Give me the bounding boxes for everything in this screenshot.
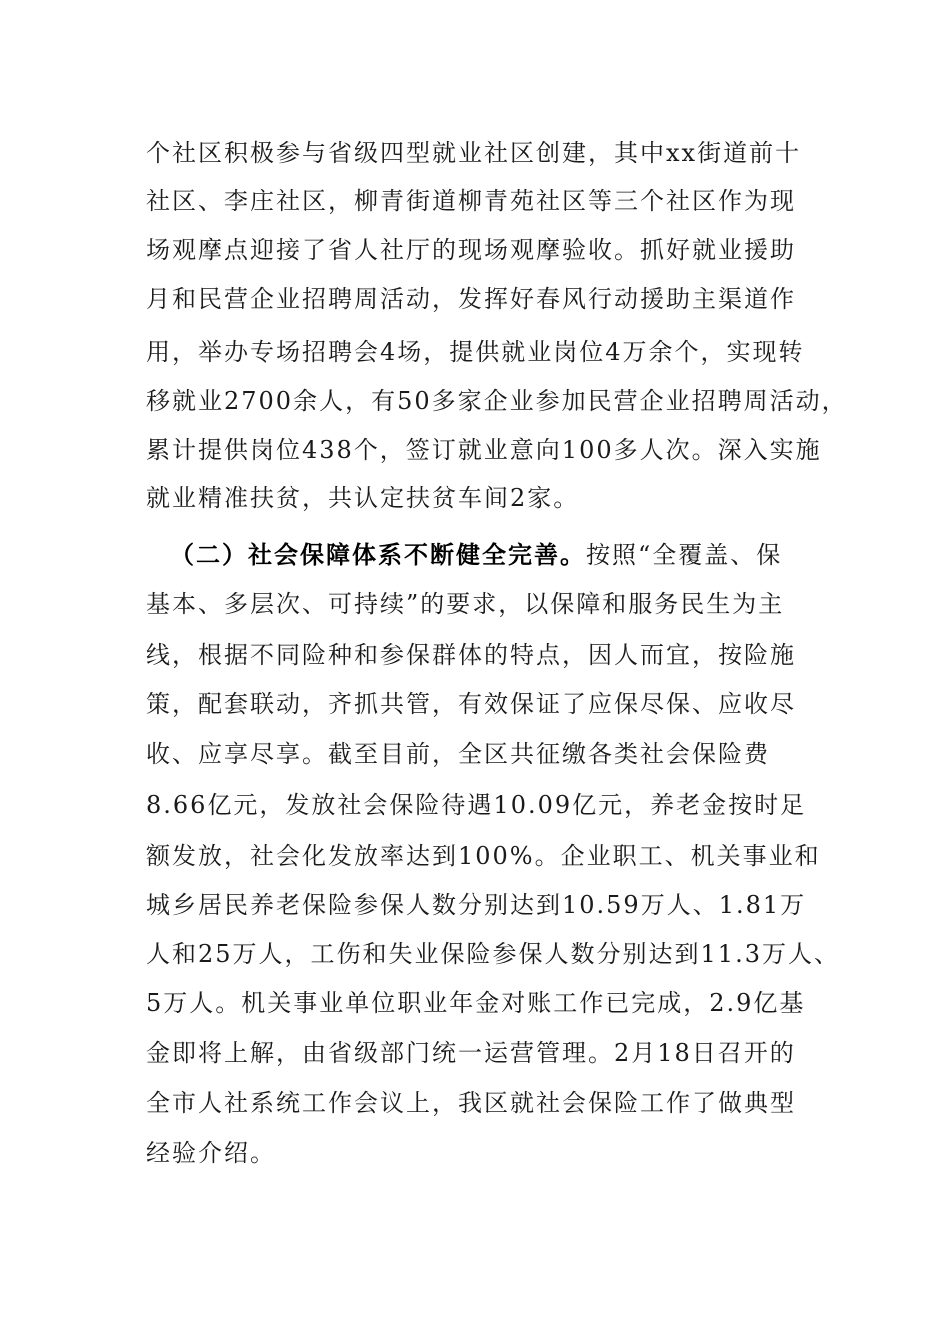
text-line: 策，配套联动，齐抓共管，有效保证了应保尽保、应收尽 — [146, 690, 796, 718]
text-line: 5万人。机关事业单位职业年金对账工作已完成，2.9亿基 — [146, 989, 806, 1017]
text-line: 金即将上解，由省级部门统一运营管理。2月18日召开的 — [146, 1039, 796, 1067]
text-line: 全市人社系统工作会议上，我区就社会保险工作了做典型 — [146, 1089, 796, 1117]
text-run: 按照“全覆盖、保 — [586, 541, 783, 569]
text-line: 基本、多层次、可持续”的要求，以保障和服务民生为主 — [146, 590, 785, 618]
text-line: 社区、李庄社区，柳青街道柳青苑社区等三个社区作为现 — [146, 187, 796, 215]
text-line: 人和25万人，工伤和失业保险参保人数分别达到11.3万人、 — [146, 940, 840, 968]
text-line: 线，根据不同险种和参保群体的特点，因人而宜，按险施 — [146, 641, 796, 669]
text-line: 累计提供岗位438个，签订就业意向100多人次。深入实施 — [146, 436, 822, 464]
section-heading: （二）社会保障体系不断健全完善。 — [170, 540, 586, 569]
text-line: 就业精准扶贫，共认定扶贫车间2家。 — [146, 484, 580, 512]
text-line: 移就业2700余人，有50多家企业参加民营企业招聘周活动， — [146, 387, 848, 415]
text-line: 8.66亿元，发放社会保险待遇10.09亿元，养老金按时足 — [146, 791, 807, 819]
text-line: 用，举办专场招聘会4场，提供就业岗位4万余个，实现转 — [146, 338, 805, 366]
text-line: 场观摩点迎接了省人社厅的现场观摩验收。抓好就业援助 — [146, 236, 796, 264]
text-line: 额发放，社会化发放率达到100%。企业职工、机关事业和 — [146, 842, 821, 870]
text-line: 经验介绍。 — [146, 1139, 276, 1167]
text-line: 个社区积极参与省级四型就业社区创建，其中xx街道前十 — [146, 139, 802, 167]
text-line: 城乡居民养老保险参保人数分别达到10.59万人、1.81万 — [146, 891, 807, 919]
text-line: 收、应享尽享。截至目前，全区共征缴各类社会保险费 — [146, 740, 770, 768]
text-line: 月和民营企业招聘周活动，发挥好春风行动援助主渠道作 — [146, 285, 796, 313]
section-heading-line — [170, 541, 782, 569]
